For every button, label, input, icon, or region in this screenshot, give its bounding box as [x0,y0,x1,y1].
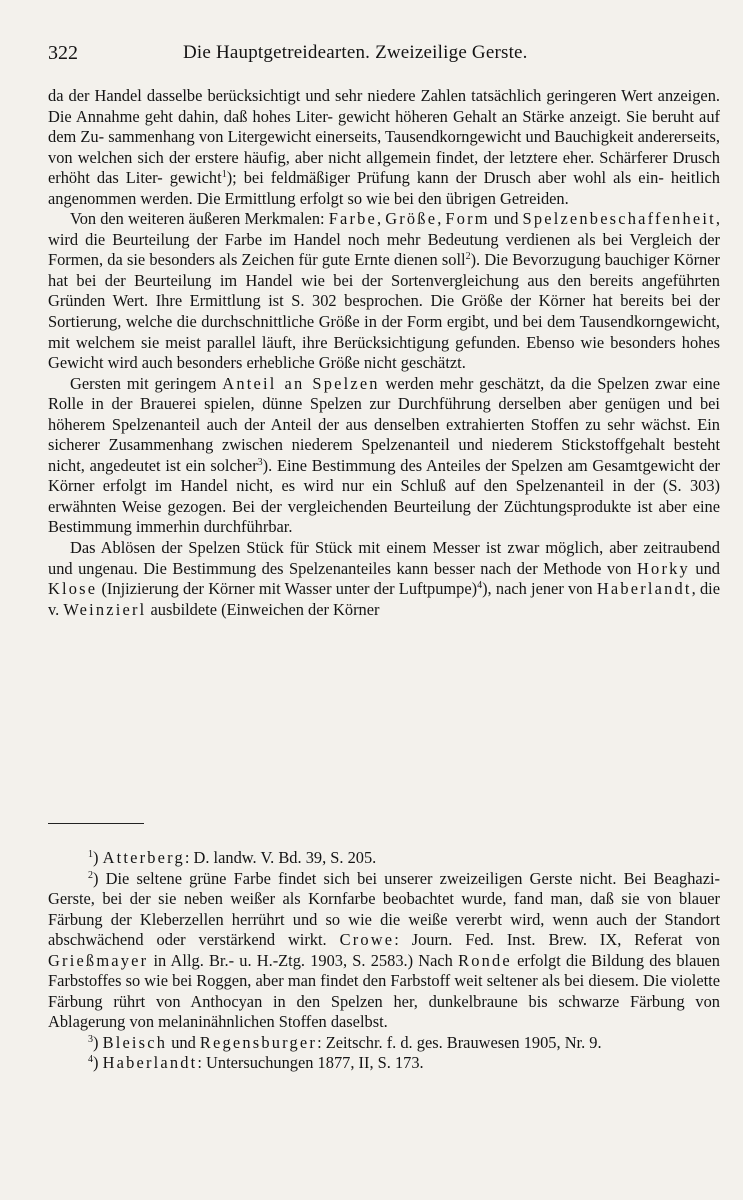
paragraph-3-text: ). Eine Bestimmung des Anteiles der Spelzen am Gesamtgewicht der Körner erfolgt im Handel nicht, es wird nur ein Schluß auf den Spelzenanteil in der (S. 303) erwähnten Weise gezogen. Bei der vergleichenden Beurteilung der Züchtungsprodukte ist aber eine Bestimmung immerhin durchführbar. [48,455,720,537]
footnote-text: erfolgt die Bildung des blauen Farbstoffes so wie bei Roggen, aber man findet den Farbstoff weit seltener als bei diesem. Die violette Färbung rührt von Anthocyan in den Spelzen her, dunkelbraune bis schwarze Färbung von Ablagerung von melaninähnlichen Stoffen daselbst. [48,950,721,1031]
author-name: Crowe [339,930,395,949]
paragraph-4-text: Das Ablösen der Spelzen Stück für Stück mit einem Messer ist zwar möglich, aber zeitraubend und ungenau. Die Bestimmung des Spelzenanteiles kann besser nach der Methode von [48,538,720,578]
paragraph-3 [48,374,720,538]
paragraph-2-text: und [489,209,519,229]
punctuation: , [377,209,386,229]
paragraph-4 [48,538,720,620]
page-header [48,42,708,68]
footnote-text: : Journ. Fed. Inst. Brew. IX, Referat von [394,930,720,949]
paragraph-4-text: ausbildete (Einweichen der Körner [146,599,380,619]
spaced-term: Farbe [328,209,378,229]
paragraph-2-text: Von den weiteren äußeren Merkmalen: [70,209,329,229]
footnote-4: $^4$) Haberlandt: Untersuchungen 1877, II, S. 173. [88,1053,424,1072]
paragraph-1-line: da der Handel dasselbe berücksichtigt und sehr niedere Zahlen tatsächlich [48,86,542,105]
footnote-mark: 4 [88,1054,93,1065]
author-name: Atterberg [102,848,185,867]
paragraph-2 [48,209,720,373]
paragraph-2-text: , wird die Beurteilung der Farbe im Handel noch mehr Bedeutung verdienen als bei Vergleich der Formen, da sie besonders als Zeichen für gute Ernte dienen soll [48,209,720,270]
paragraph-2-text: ). Die Bevorzugung bauchiger Körner hat bei der Beurteilung im Handel wie bei der Sortenvergleichung aus den bereits angeführten Gründen Wert. Ihre Ermittlung ist S. 302 besprochen. Die Größe der Körner hat bereits bei der Sortierung, welche die durchschnittliche Größe in der Form ergibt, und bei dem Tausendkorngewicht, mit welchem sie meist parallel läuft, ihre Berücksichtigung gefunden. Ebenso wie besonders hohes Gewicht wird auch besonders erhebliche Größe nicht geschätzt. [48,250,720,373]
author-name: Grießmayer [48,950,149,970]
paragraph-1 [48,86,720,209]
footnote-ref-4: 4 [477,580,483,592]
author-name: Regensburger [199,1032,318,1052]
page-number: 322 [48,42,78,64]
footnote-mark: 3 [88,1033,93,1045]
paragraph-1-line: geringeren Wert anzeigen. Die Annahme geht dahin, daß hohes Liter- [48,86,721,126]
footnote-mark: 2 [88,869,93,881]
footnote-text: : Zeitschr. f. d. ges. Brauwesen 1905, Nr. 9. [317,1032,602,1052]
footnote-text: und [167,1032,200,1052]
paragraph-4-text: , die v. [48,579,720,619]
paragraph-3-text: werden mehr geschätzt, da die Spelzen zwar eine Rolle in der Brauerei spielen, dünne Spelzen zur Durchführung derselben aber genügen und bei höherem Spelzenanteil auch der Anteil der aus denselben extrahierten Stoffen zu sehr wächst. Ein sicherer Zusammenhang zwischen niederem Spelzenanteil und niederem Stickstoffgehalt besteht nicht, angedeutet ist ein solcher [48,373,720,475]
author-name: Haberlandt [102,1053,198,1072]
paragraph-1-line: allgemein findet, der letztere eher. Schärferer Drusch erhöht das Liter- [48,147,721,188]
paragraph-1-text: ); bei feldmäßiger Prüfung kann der Drusch aber wohl als ein- [226,168,664,188]
footnote-text: in Allg. Br.- u. H.-Ztg. 1903, S. 2583.) Nach [148,950,459,970]
author-name: Ronde [458,950,512,970]
author-name: Horky [637,558,690,578]
footnote-2: $^2$) Die seltene grüne Farbe findet sich bei unserer zweizeiligen Gerste nicht. Bei Beaghazi-Gerste, bei der sie neben weißer als Kornfarbe beobachtet wurde, fand man, daß sie von blauer Färbung der Kleberzellen herrührt und so wie die weiße vererbt wird, wenn auch der Standort abschwächend oder verstärkend wirkt. Crowe: Journ. Fed. Inst. Brew. IX, Referat von Grießmayer in Allg. Br.- u. H.-Ztg. 1903, S. 2583.) Nach Ronde erfolgt die Bildung des blauen Farbstoffes so wie bei Roggen, aber man findet den Farbstoff weit seltener als bei diesem. Die violette Färbung rührt von Anthocyan in den Spelzen her, dunkelbraune bis schwarze Färbung von Ablagerung von melaninähnlichen Stoffen daselbst. [48,868,721,1031]
footnote-text: Die seltene grüne Farbe findet sich bei unserer zweizeiligen Gerste nicht. Bei Beaghazi-Gerste, bei der sie neben weißer als Kornfarbe beobachtet wurde, fand man, daß sie von blauer Färbung der Kleberzellen herrührt und so wie die weiße vererbt wird, wenn auch der Standort abschwächend oder verstärkend wirkt. [48,868,720,949]
footnote-ref-3: 3 [257,456,263,468]
paragraph-1-line: sammenhang von Litergewicht einerseits, Tausendkorngewicht und [108,127,551,147]
footnote-text: : Untersuchungen 1877, II, S. 173. [197,1053,424,1072]
paragraph-1-line: übrigen Getreiden. [445,188,569,208]
main-text [48,86,720,620]
paragraph-1-line: heitlich angenommen werden. Die Ermittlung erfolgt so wie bei den [48,168,720,208]
footnote-1: $^1$) Atterberg: D. landw. V. Bd. 39, S. 205. [88,848,377,867]
author-name: Haberlandt [596,579,692,599]
footnotes [48,848,720,1074]
author-name: Bleisch [102,1032,168,1052]
spaced-term: Anteil an Spelzen [222,373,380,393]
footnote-ref-1: 1 [221,169,227,181]
running-title: Die Hauptgetreidearten. Zweizeilige Gerste. [183,42,528,63]
spaced-term: Form [445,209,490,229]
paragraph-3-text: Gersten mit geringem [70,373,223,393]
footnote-ref-2: 2 [465,251,471,263]
author-name: Klose [48,579,98,599]
author-name: Weinzierl [63,599,147,619]
paragraph-4-text: ), nach jener von [482,579,597,599]
footnote-mark: 1 [88,849,93,860]
paragraph-4-text: und [689,558,720,578]
paragraph-1-line: gewicht höheren Gehalt an Stärke anzeigt. Sie beruht auf dem Zu- [48,106,720,147]
punctuation: , [437,209,446,229]
spaced-term: Spelzenbeschaffenheit [522,209,716,229]
paragraph-1-line: Bauchigkeit andererseits, von welchen sich der erstere häufig, aber nicht [48,127,721,167]
footnote-3: $^3$) Bleisch und Regensburger: Zeitschr. f. d. ges. Brauwesen 1905, Nr. 9. [88,1032,602,1052]
spaced-term: Größe [385,209,438,229]
footnote-text: : D. landw. V. Bd. 39, S. 205. [184,848,377,867]
paragraph-4-text: (Injizierung der Körner mit Wasser unter der Luftpumpe) [97,579,478,599]
footnote-separator [48,823,144,824]
paragraph-1-text: gewicht [169,168,222,188]
